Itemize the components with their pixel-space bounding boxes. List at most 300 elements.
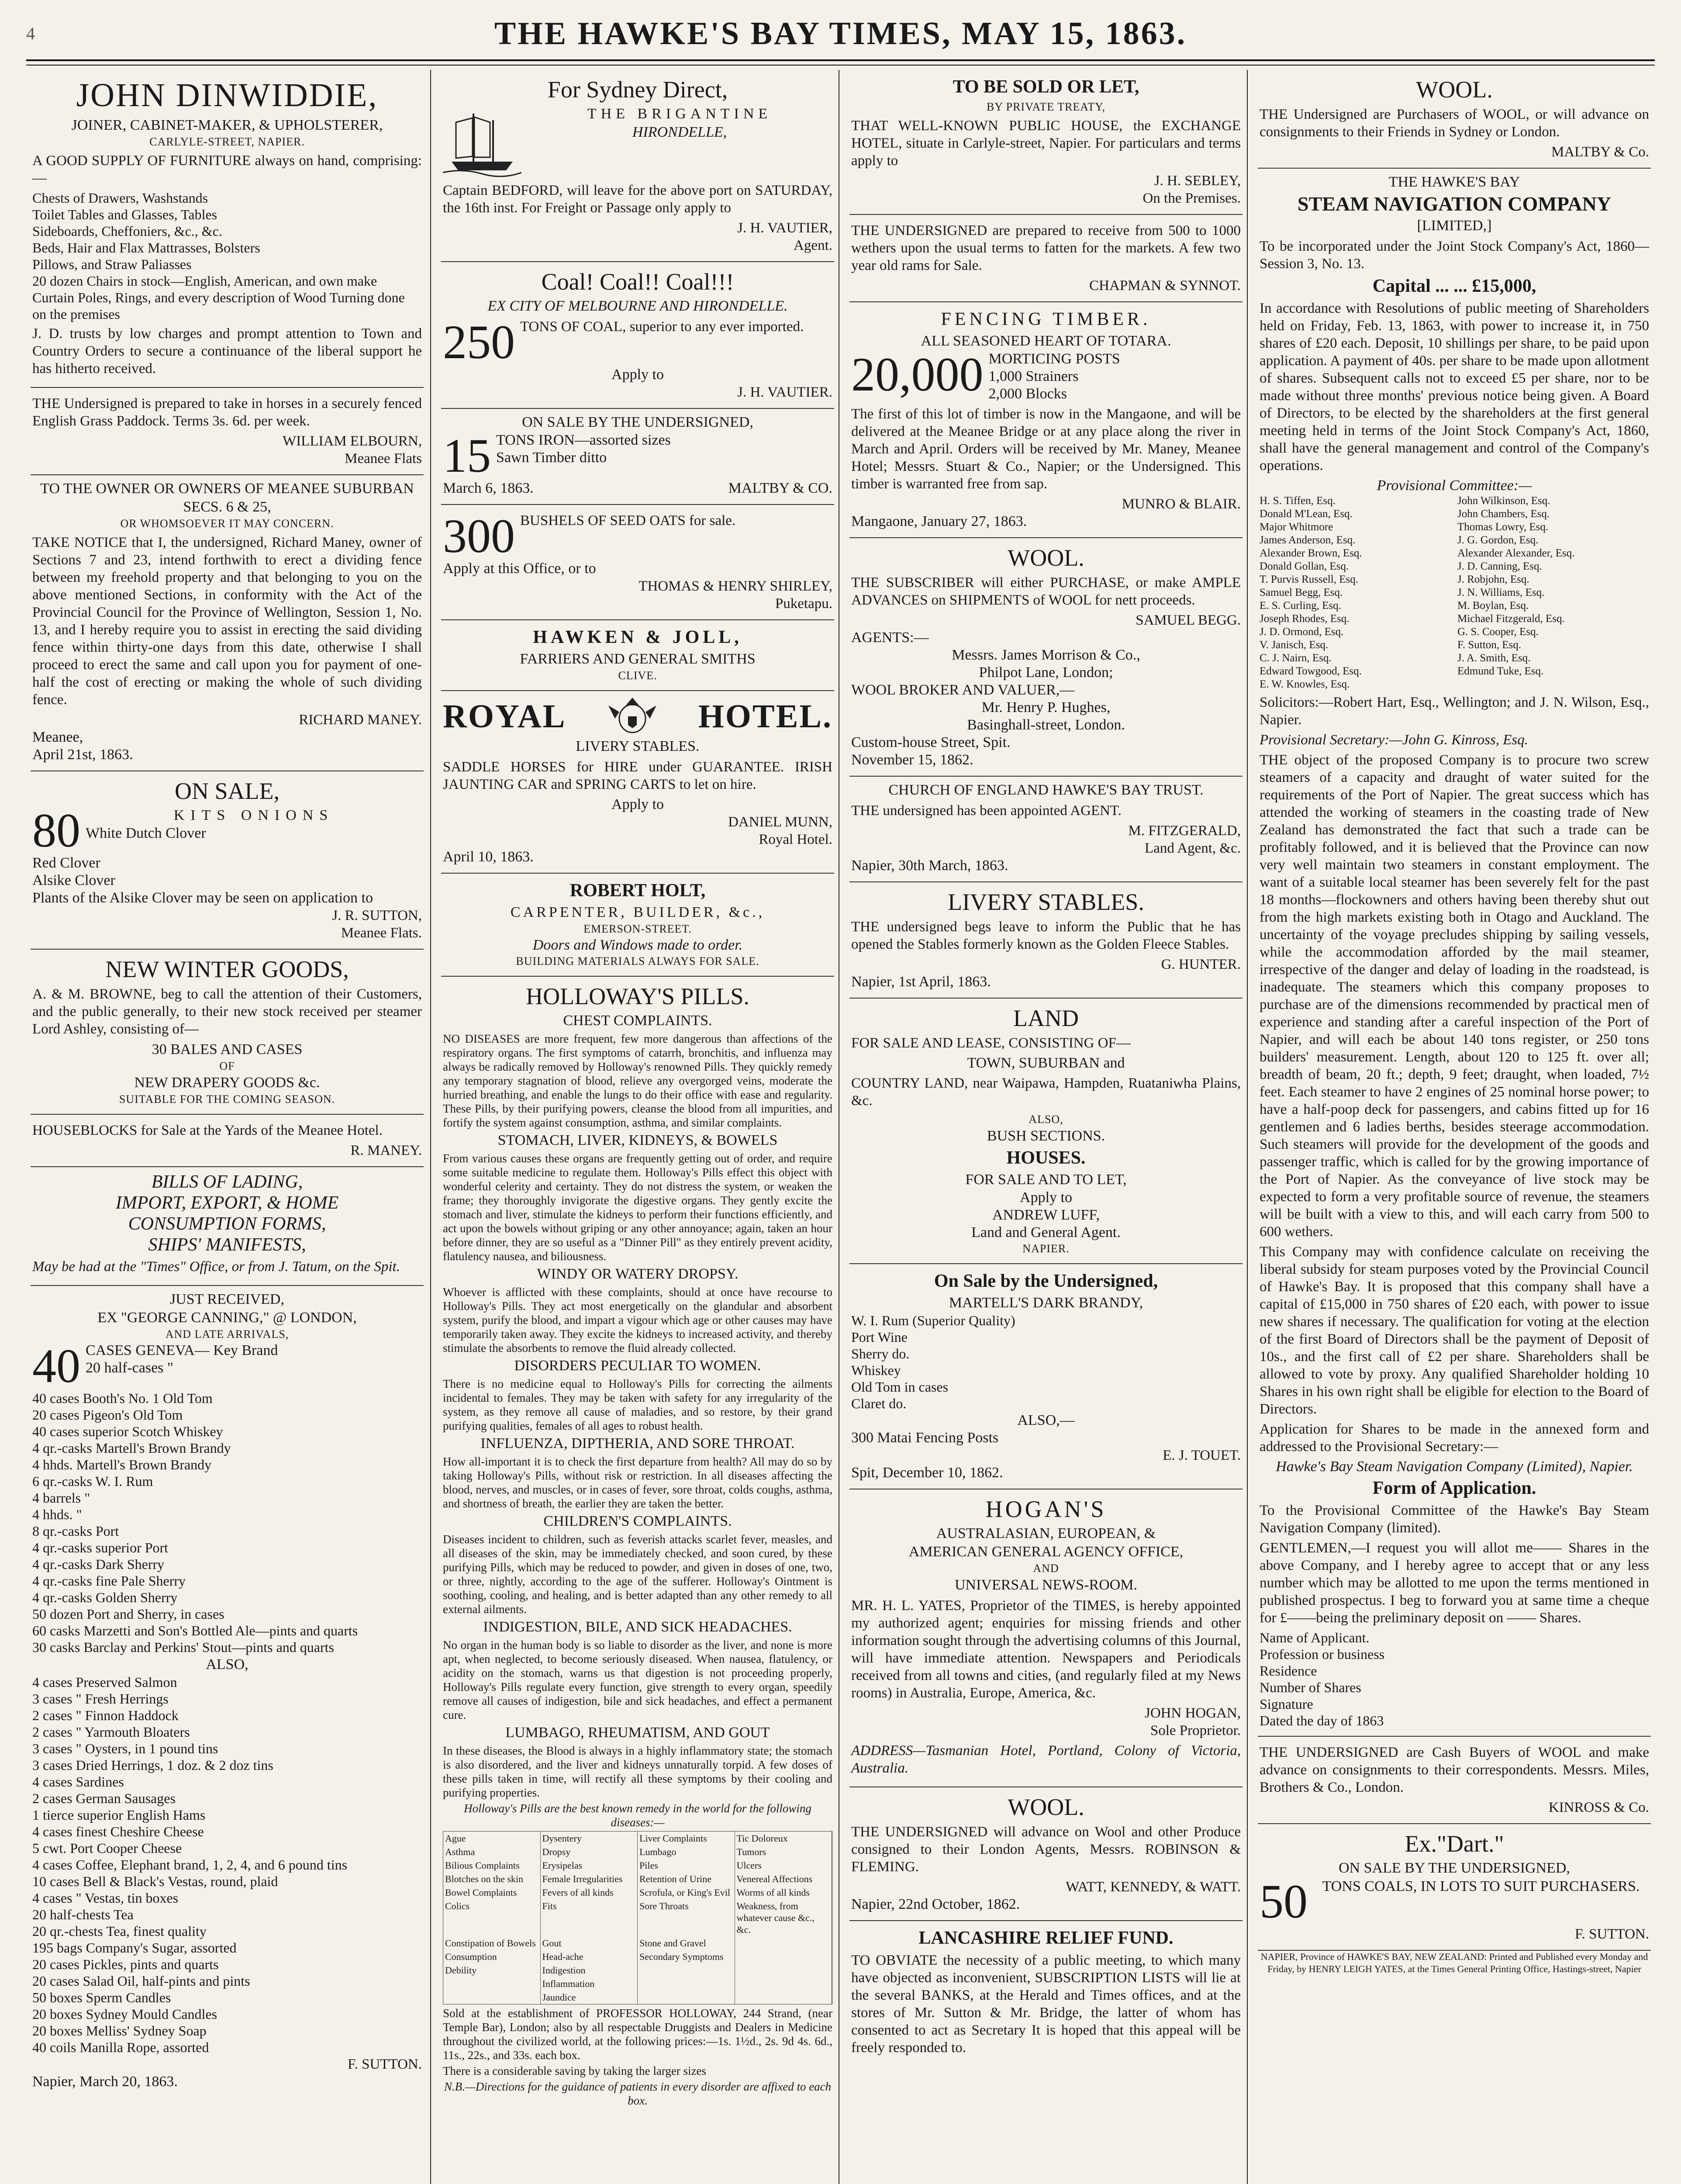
committee-member: Donald M'Lean, Esq. xyxy=(1260,508,1353,520)
committee-member: J. Robjohn, Esq. xyxy=(1457,574,1529,585)
list-item: Pillows, and Straw Paliasses xyxy=(32,256,192,272)
ad-body: FOR SALE AND LEASE, CONSISTING OF— xyxy=(851,1035,1131,1051)
committee-member: Alexander Alexander, Esq. xyxy=(1457,547,1575,559)
ad-signature: RICHARD MANEY. xyxy=(299,712,422,728)
list-item: Plants of the Alsike Clover may be seen on application to xyxy=(32,890,373,906)
ad-touet xyxy=(849,1264,1243,1489)
ad-exchange-hotel xyxy=(849,70,1243,215)
ad-body: The first of this lot of timber is now in the Mangaone, and will be delivered at the Meanee Bridge or at any place along the river in March and April. Orders will be received by Mr. Maney, Meanee Hotel; Messrs. Stuart & Co., Napier; or the Undersigned. This timber is warranted free from sap. xyxy=(851,406,1241,492)
ad-date: Napier, 30th March, 1863. xyxy=(851,857,1008,874)
ad-body: THE Undersigned are Purchasers of WOOL, or will advance on consignments to their Friends in Sydney or London. xyxy=(1260,107,1649,140)
ad-subheading: JOINER, CABINET-MAKER, & UPHOLSTERER, xyxy=(71,117,383,133)
ad-signature: JOHN HOGAN, xyxy=(1145,1705,1241,1721)
committee-member: Donald Gollan, Esq. xyxy=(1260,560,1349,572)
table-cell xyxy=(638,1963,735,1977)
ad-place: Meanee Flats xyxy=(345,451,422,467)
table-cell: Weakness, from whatever cause &c., &c. xyxy=(735,1899,832,1936)
ad-line: 2,000 Blocks xyxy=(988,386,1067,402)
table-cell: Ague xyxy=(443,1832,541,1845)
ad-body: To the Provisional Committee of the Hawke's Bay Steam Navigation Company (limited). xyxy=(1260,1503,1649,1536)
ad-apply: Apply to xyxy=(1020,1189,1072,1206)
committee-list xyxy=(1260,494,1649,691)
table-cell xyxy=(735,1977,832,1990)
ad-address: ADDRESS—Tasmanian Hotel, Portland, Colony of Victoria, Australia. xyxy=(851,1743,1241,1776)
ad-line: THE HAWKE'S BAY xyxy=(1388,174,1520,190)
list-item: 20 cases Salad Oil, half-pints and pints xyxy=(32,1973,250,1989)
ad-signature: CHAPMAN & SYNNOT. xyxy=(1089,278,1241,294)
ad-winter-goods xyxy=(31,950,424,1115)
ad-place: NAPIER. xyxy=(1022,1242,1070,1255)
table-cell: Indigestion xyxy=(541,1963,638,1977)
list-item: Whiskey xyxy=(851,1362,901,1378)
ad-line: MORTICING POSTS xyxy=(988,351,1120,367)
list-item: Old Tom in cases xyxy=(851,1379,949,1395)
ad-ex-dart xyxy=(1258,1824,1651,1951)
ad-heading: FENCING TIMBER. xyxy=(941,309,1151,329)
ad-signature: ANDREW LUFF, xyxy=(992,1207,1100,1223)
ad-body: THE object of the proposed Company is to procure two screw steamers of a capacity and draught of water suited for the requirements of the Port of Napier. The great success which has attended the working of steamers in the coasting trade of New Zealand has demonstrated the fact that such a trade can be profitably followed, and it is believed that the Province can now very well maintain two steamers in constant employment. The want of a suitable local steamer has been severely felt for the past 18 months—flockowners and others having been thereby shut out from the high markets existing both in Otago and Auckland. The uncertainty of the voyage precludes shipping by sailing vessels, while the accommodation afforded by the mail steamer, irrespective of the danger and delay of loading in the roadstead, is inadequate. The steamers which this company proposes to purchase are of the dimensions recommended by practical men of experience and standing after a careful inspection of the Port of Napier, and will each be about 140 tons register, or 250 tons builders' measurement. Length, about 120 to 125 ft. over all; breadth of beam, 20 ft.; depth, 9 feet; draught, when loaded, 7½ feet. Each steamer to have 2 engines of 25 nominal horse power; to have a half-poop deck for passengers, and cabins fitted up for 16 gentlemen and 6 ladies berths, besides steerage accommodation. Such steamers will provide for the development of the goods and passenger traffic, which is called for by the growing importance of the Port of Napier. As the conveyance of live stock may be expected to form a very profitable source of revenue, the steamers will be built with a view to this, and will each carry from 500 to 600 wethers. xyxy=(1260,752,1649,1240)
form-fields xyxy=(1260,1629,1649,1729)
ad-line: SHIPS' MANIFESTS, xyxy=(148,1235,306,1255)
ad-line: ALSO, xyxy=(1029,1113,1063,1126)
ad-heading: TO BE SOLD OR LET, xyxy=(953,77,1139,97)
ad-place: EMERSON-STREET. xyxy=(583,923,692,935)
list-item: 2 cases " Yarmouth Bloaters xyxy=(32,1724,190,1740)
table-cell xyxy=(443,1990,541,2004)
item-list xyxy=(32,1390,422,1655)
committee-member: C. J. Nairn, Esq. xyxy=(1260,652,1332,664)
ad-line: ALSO, xyxy=(206,1656,249,1673)
ad-holloways-pills xyxy=(441,977,834,2116)
list-item: 4 cases Coffee, Elephant brand, 1, 2, 4, and 6 pound tins xyxy=(32,1857,348,1873)
committee-member: Edmund Tuke, Esq. xyxy=(1457,665,1544,677)
ad-signature: MUNRO & BLAIR. xyxy=(1122,496,1241,512)
table-cell: Bilious Complaints xyxy=(443,1859,541,1872)
committee-member: J. N. Williams, Esq. xyxy=(1457,587,1545,598)
ad-line: Solicitors:—Robert Hart, Esq., Wellington; and J. N. Wilson, Esq., Napier. xyxy=(1260,695,1649,728)
ad-elbourn xyxy=(31,388,424,475)
list-item: 20 cases Pickles, pints and quarts xyxy=(32,1956,219,1972)
ad-heading: HOGAN'S xyxy=(985,1496,1107,1522)
section-body: Holloway's Pills are the best known remedy in the world for the following diseases:— xyxy=(464,1802,811,1829)
ad-line: [LIMITED,] xyxy=(1417,218,1492,234)
ad-body: This Company may with confidence calculate on receiving the liberal subsidy for steam purposes voted by the Provincial Council of Hawke's Bay. It is proposed that this company shall have a capital of £15,000 in 750 shares of £20 each, with power to issue new shares if necessary. The qualification for voting at the election of the first Board of Directors shall be the payment of Deposit of 10s., and the first call of £2 per share. Shareholders shall be allowed to vote by proxy. Any qualified Shareholder holding 10 Shares in his own right shall be eligible for election to the Board of Directors. xyxy=(1260,1244,1649,1417)
form-field: Signature xyxy=(1260,1696,1313,1712)
ad-body: TONS OF COAL, superior to any ever imported. xyxy=(520,319,804,335)
committee-member: H. S. Tiffen, Esq. xyxy=(1260,495,1336,507)
section-body: N.B.—Directions for the guidance of patients in every disorder are affixed to each box. xyxy=(444,2080,832,2107)
ad-body: HOUSEBLOCKS for Sale at the Yards of the Meanee Hotel. xyxy=(32,1123,383,1138)
ad-signature: THOMAS & HENRY SHIRLEY, xyxy=(639,578,832,594)
ad-date: Napier, 22nd October, 1862. xyxy=(851,1896,1020,1912)
ad-body: THAT WELL-KNOWN PUBLIC HOUSE, the EXCHANGE HOTEL, situate in Carlyle-street, Napier. For particulars and terms apply to xyxy=(851,118,1241,169)
table-cell: Fevers of all kinds xyxy=(541,1886,638,1899)
committee-member: Samuel Begg, Esq. xyxy=(1260,587,1343,598)
table-cell: Erysipelas xyxy=(541,1859,638,1872)
ad-fencing-timber xyxy=(849,302,1243,538)
ad-heading: STEAM NAVIGATION COMPANY xyxy=(1297,193,1612,215)
list-item: 4 hhds. " xyxy=(32,1507,82,1522)
ad-heading: WOOL. xyxy=(1008,1794,1084,1820)
ad-body: THE undersigned has been appointed AGENT. xyxy=(851,803,1122,819)
table-cell: Dysentery xyxy=(541,1832,638,1845)
ad-line: Custom-house Street, Spit. xyxy=(851,734,1011,750)
list-item: 4 cases " Vestas, tin boxes xyxy=(32,1890,179,1906)
ad-body: THE UNDERSIGNED will advance on Wool and other Produce consigned to their London Agents, Messrs. ROBINSON & FLEMING. xyxy=(851,1824,1241,1875)
ad-heading: Coal! Coal!! Coal!!! xyxy=(541,269,734,295)
ad-line: AGENTS:— xyxy=(851,629,929,646)
ad-royal-hotel xyxy=(441,691,834,874)
table-cell: Liver Complaints xyxy=(638,1832,735,1845)
section-heading: LUMBAGO, RHEUMATISM, AND GOUT xyxy=(505,1724,770,1741)
ad-iron xyxy=(441,409,834,505)
committee-heading: Provisional Committee:— xyxy=(1377,477,1532,494)
ad-heading: CHURCH OF ENGLAND HAWKE'S BAY TRUST. xyxy=(888,782,1204,798)
table-cell: Tic Doloreux xyxy=(735,1832,832,1845)
section-body: NO DISEASES are more frequent, few more dangerous than affections of the respiratory organs. The first symptoms of catarrh, bronchitis, and influenza may always be radically removed by Holloway's renowned Pills. They quickly remedy any temporary stagnation of blood, relieve any overgorged veins, moderate the hurried breathing, and enable the lungs to do their office with ease and regularity. These Pills, by their purifying powers, cleanse the blood from all impurities, and fortify the system against consumption, asthma, and similar complaints. xyxy=(443,1032,832,1129)
ad-body: Application for Shares to be made in the annexed form and addressed to the Provisional Secretary:— xyxy=(1260,1421,1649,1455)
list-item: 4 qr.-casks Martell's Brown Brandy xyxy=(32,1440,231,1456)
ad-houseblocks xyxy=(31,1115,424,1167)
ad-role: Land Agent, &c. xyxy=(1145,840,1241,856)
ad-hogans-agency xyxy=(849,1489,1243,1787)
table-cell xyxy=(735,1950,832,1963)
section-body: In these diseases, the Blood is always in a highly inflammatory state; the stomach is also disordered, and the liver and kidneys unnaturally torpid. A few doses of these pills taken in time, will rectify all these symptoms by their cooling and purifying properties. xyxy=(443,1744,832,1799)
item-list xyxy=(32,190,422,322)
list-item: Claret do. xyxy=(851,1396,907,1411)
ad-heading: LAND xyxy=(1013,1005,1079,1031)
table-cell: Secondary Symptoms xyxy=(638,1950,735,1963)
ad-subheading: ON SALE BY THE UNDERSIGNED, xyxy=(1339,1860,1570,1876)
committee-member: J. A. Smith, Esq. xyxy=(1457,652,1531,664)
ad-signature: M. FITZGERALD, xyxy=(1128,823,1241,839)
ad-sydney-direct xyxy=(441,70,834,262)
form-field: Residence xyxy=(1260,1663,1317,1679)
table-cell: Colics xyxy=(443,1899,541,1936)
ad-robert-holt xyxy=(441,874,834,977)
item-list xyxy=(32,1674,422,2056)
ad-line: BUILDING MATERIALS ALWAYS FOR SALE. xyxy=(516,955,759,968)
list-item: Beds, Hair and Flax Mattrasses, Bolsters xyxy=(32,240,260,256)
ad-subheading: BY PRIVATE TREATY, xyxy=(986,100,1106,113)
ad-address: CARLYLE-STREET, NAPIER. xyxy=(149,135,305,148)
table-cell xyxy=(443,1977,541,1990)
ad-body: To be incorporated under the Joint Stock Company's Act, 1860—Session 3, No. 13. xyxy=(1260,238,1649,272)
ad-role: Sole Proprietor. xyxy=(1150,1723,1241,1738)
section-body: Diseases incident to children, such as feverish attacks scarlet fever, measles, and all diseases of the skin, may be immediately checked, and soon cured, by these purifying Pills, which may be reduced to powder, and given in doses of one, two, or three, nightly, according to the age of the sufferer. Holloway's Ointment is soothing, cooling, and healing, and is better adapted than any other remedy to all external ailments. xyxy=(443,1533,832,1616)
ad-place: Meanee, xyxy=(32,729,83,745)
section-heading: WINDY OR WATERY DROPSY. xyxy=(537,1266,739,1282)
column-4 xyxy=(1258,70,1651,2184)
committee-member: Joseph Rhodes, Esq. xyxy=(1260,613,1350,625)
committee-member: G. S. Cooper, Esq. xyxy=(1457,626,1539,638)
ad-body: BUSHELS OF SEED OATS for sale. xyxy=(520,513,736,529)
list-item: Curtain Poles, Rings, and every description of Wood Turning done on the premises xyxy=(32,290,405,322)
form-field: Dated the day of 1863 xyxy=(1260,1713,1384,1728)
ad-line: AND LATE ARRIVALS, xyxy=(165,1328,289,1341)
ad-bills-of-lading xyxy=(31,1167,424,1286)
section-body: Sold at the establishment of PROFESSOR HOLLOWAY, 244 Strand, (near Temple Bar), London; also by all respectable Druggists and Dealers in Medicine throughout the civilized world, at the following prices:—1s. 1½d., 2s. 9d 4s. 6d., 11s., 22s., and 33s. each box. xyxy=(443,2007,832,2062)
section-body: From various causes these organs are frequently getting out of order, and require some suitable medicine to regulate them. Holloway's Pills effect this object with wonderful celerity and certainty. They do not distress the system, or weaken the frame; they thoroughly invigorate the digestive organs. They gently excite the stomach and liver, stimulate the kidneys to perform their functions efficiently, and act upon the bowels without griping or any other annoyance; again, taken an hour before dinner, they are so useful as a "Dinner Pill" as they entirely prevent acidity, flatulency nausea, and biliousness. xyxy=(443,1152,832,1263)
table-cell: Female Irregularities xyxy=(541,1872,638,1886)
ad-line: 300 Matai Fencing Posts xyxy=(851,1430,999,1446)
list-item: Toilet Tables and Glasses, Tables xyxy=(32,207,217,222)
list-item: 20 dozen Chairs in stock—English, American, and own make xyxy=(32,273,377,289)
ad-body: THE UNDERSIGNED are prepared to receive from 500 to 1000 wethers upon the usual terms to fatten for the markets. A few two year old rams for Sale. xyxy=(851,223,1241,273)
list-item: 4 barrels " xyxy=(32,1490,90,1506)
table-cell: Sore Throats xyxy=(638,1899,735,1936)
list-item: 60 casks Marzetti and Son's Bottled Ale—pints and quarts xyxy=(32,1623,358,1638)
ship-name: HIRONDELLE, xyxy=(632,124,727,140)
list-item: 50 boxes Sperm Candles xyxy=(32,1990,171,2005)
list-item: Sideboards, Cheffoniers, &c., &c. xyxy=(32,223,222,239)
table-cell: Head-ache xyxy=(541,1950,638,1963)
ad-signature: J. H. SEBLEY, xyxy=(1154,173,1241,189)
ad-signature: MALTBY & Co. xyxy=(1551,144,1649,160)
ad-role: Land and General Agent. xyxy=(971,1224,1121,1241)
committee-member: J. D. Canning, Esq. xyxy=(1457,560,1542,572)
ad-date: April 21st, 1863. xyxy=(32,746,133,763)
disease-table xyxy=(443,1831,832,2004)
ad-line: WOOL BROKER AND VALUER,— xyxy=(851,682,1075,698)
ad-signature: G. HUNTER. xyxy=(1161,957,1241,972)
ad-apply: Apply at this Office, or to xyxy=(443,560,596,577)
ad-line: Basinghall-street, London. xyxy=(967,717,1125,733)
table-cell: Fits xyxy=(541,1899,638,1936)
ad-seed-oats xyxy=(441,505,834,620)
ad-line: AND xyxy=(1033,1562,1059,1575)
ad-heading: HOTEL. xyxy=(698,698,832,735)
list-item: 3 cases " Fresh Herrings xyxy=(32,1691,169,1707)
ad-line: FOR SALE AND TO LET, xyxy=(965,1171,1127,1188)
list-item: Red Clover xyxy=(32,855,100,871)
ad-subheading: LIVERY STABLES. xyxy=(576,738,700,754)
list-item: 2 cases " Finnon Haddock xyxy=(32,1707,179,1723)
form-field: Name of Applicant. xyxy=(1260,1630,1370,1645)
ad-place: Meanee Flats. xyxy=(341,925,422,941)
ad-line: ALSO,— xyxy=(1017,1412,1075,1428)
table-cell: Stone and Gravel xyxy=(638,1936,735,1950)
ad-line: AUSTRALASIAN, EUROPEAN, & xyxy=(936,1525,1156,1541)
list-item: Chests of Drawers, Washstands xyxy=(32,190,208,206)
list-item: 4 qr.-casks fine Pale Sherry xyxy=(32,1573,186,1589)
list-item: 3 cases " Oysters, in 1 pound tins xyxy=(32,1741,218,1756)
ad-line: SUITABLE FOR THE COMING SEASON. xyxy=(119,1093,335,1106)
ad-date: November 15, 1862. xyxy=(851,752,973,768)
list-item: 4 qr.-casks Dark Sherry xyxy=(32,1556,165,1572)
list-item: 4 cases Sardines xyxy=(32,1774,124,1790)
big-number: 50 xyxy=(1260,1875,1308,1928)
committee-member: Michael Fitzgerald, Esq. xyxy=(1457,613,1565,625)
ad-body: J. D. trusts by low charges and prompt attention to Town and Country Orders to secure a continuance of the liberal support he has hitherto received. xyxy=(32,326,422,377)
ad-line: MARTELL'S DARK BRANDY, xyxy=(949,1295,1143,1311)
ad-heading: ROYAL xyxy=(443,698,566,735)
ad-body: In accordance with Resolutions of public meeting of Shareholders held on Friday, Feb. 13, 1863, with power to increase it, in 750 shares of £20 each. Deposit, 10 shillings per share, to be paid upon application. A payment of 40s. per share to be made upon allotment of shares. Subsequent calls not to exceed £5 per share, nor to be made without three months' previous notice being given. A Board of Directors, to be elected by the shareholders at the first general meeting held in terms of the Joint Stock Company's Act, 1860, shall have the general management and control of the Company's operations. xyxy=(1260,301,1649,473)
ad-date: March 6, 1863. xyxy=(443,480,534,496)
table-cell: Lumbago xyxy=(638,1845,735,1859)
ad-heading: On Sale by the Undersigned, xyxy=(934,1271,1158,1291)
list-item: 20 cases Pigeon's Old Tom xyxy=(32,1407,183,1423)
ad-date: Napier, March 20, 1863. xyxy=(32,2073,178,2090)
ad-date: Spit, December 10, 1862. xyxy=(851,1465,1003,1481)
list-item: 30 casks Barclay and Perkins' Stout—pints and quarts xyxy=(32,1639,334,1655)
committee-member: J. G. Gordon, Esq. xyxy=(1457,534,1539,546)
ad-onions xyxy=(31,771,424,950)
masthead-rule xyxy=(26,59,1655,66)
list-item: White Dutch Clover xyxy=(86,825,206,841)
form-field: Number of Shares xyxy=(1260,1679,1361,1695)
ad-lancashire-relief xyxy=(849,1921,1243,2066)
ad-body: TAKE NOTICE that I, the undersigned, Richard Maney, owner of Sections 7 and 23, intend forthwith to erect a dividing fence between my freehold property and that belonging to you on the above mentioned Sections, in conformity with the Act of the Provincial Council for the Province of Wellington, Session 1, No. 13, and I hereby require you to assist in erecting the said dividing fence within thirty-one days from this date, otherwise I shall proceed to erect the same and call upon you for payment of one-half the cost of erecting or making the whole of such dividing fence. xyxy=(32,535,422,708)
ad-line: CONSUMPTION FORMS, xyxy=(128,1214,326,1234)
list-item: 195 bags Company's Sugar, assorted xyxy=(32,1940,237,1956)
ad-line: NEW DRAPERY GOODS &c. xyxy=(134,1075,320,1091)
table-cell: Constipation of Bowels xyxy=(443,1936,541,1950)
ad-hawken-joll xyxy=(441,620,834,691)
committee-member: E. S. Curling, Esq. xyxy=(1260,600,1341,612)
ad-line: IMPORT, EXPORT, & HOME xyxy=(115,1193,339,1213)
ad-subheading: EX CITY OF MELBOURNE AND HIRONDELLE. xyxy=(487,298,788,314)
sailing-ship-icon xyxy=(443,105,521,179)
ad-body: TO OBVIATE the necessity of a public meeting, to which many have objected as inconvenient, SUBSCRIPTION LISTS will lie at the several BANKS, at the Herald and Times offices, and at the stores of Mr. Sutton & Mr. Bridge, the latter of whom has consented to act as Secretary It is hoped that this appeal will be freely responded to. xyxy=(851,1952,1241,2056)
table-cell: Scrofula, or King's Evil xyxy=(638,1886,735,1899)
ad-body: MR. H. L. YATES, Proprietor of the TIMES, is hereby appointed my authorized agent; enquiries for missing friends and other information sought through the advertising columns of this Journal, will have immediate attention. Newspapers and Periodicals received from all towns and cities, (and regularly filed at my News rooms) in Australia, Europe, America, &c. xyxy=(851,1598,1241,1701)
section-heading: CHEST COMPLAINTS. xyxy=(563,1013,712,1029)
ad-body: THE UNDERSIGNED are Cash Buyers of WOOL and make advance on consignments to their correspondents. Messrs. Miles, Brothers & Co., London. xyxy=(1260,1745,1649,1795)
ad-kinross xyxy=(1258,1737,1651,1824)
ad-signature: DANIEL MUNN, xyxy=(728,814,832,830)
ad-body: Captain BEDFORD, will leave for the above port on SATURDAY, the 16th inst. For Freight or Passage only apply to xyxy=(443,183,832,216)
list-item: 4 qr.-casks superior Port xyxy=(32,1540,169,1555)
ad-apply: Apply to xyxy=(611,366,664,383)
ad-livery-stables xyxy=(849,882,1243,999)
section-heading: CHILDREN'S COMPLAINTS. xyxy=(543,1513,732,1529)
ad-line: BILLS OF LADING, xyxy=(151,1172,303,1192)
ad-subheading: CARPENTER, BUILDER, &c., xyxy=(510,904,765,920)
ad-heading: ON SALE BY THE UNDERSIGNED, xyxy=(522,414,753,430)
section-body: There is no medicine equal to Holloway's Pills for correcting the ailments incidental to females. They may be taken with safety for any irregularity of the system, as they remove all cause of maladies, and so restore, by their grand purifying qualities, females of all ages to robust health. xyxy=(443,1377,832,1432)
ad-body: THE SUBSCRIBER will either PURCHASE, or make AMPLE ADVANCES on SHIPMENTS of WOOL for nett proceeds. xyxy=(851,575,1241,608)
section-heading: INFLUENZA, DIPTHERIA, AND SORE THROAT. xyxy=(480,1435,795,1451)
table-cell: Venereal Affections xyxy=(735,1872,832,1886)
capital-heading: Capital ... ... £15,000, xyxy=(1372,276,1536,296)
ad-role: Agent. xyxy=(794,238,832,253)
ad-heading: JOHN DINWIDDIE, xyxy=(76,77,378,114)
ad-heading: TO THE OWNER OR OWNERS OF MEANEE SUBURBAN SECS. 6 & 25, xyxy=(40,480,414,515)
ad-line: TONS IRON—assorted sizes xyxy=(496,432,671,448)
big-number: 250 xyxy=(443,315,515,369)
column-2 xyxy=(441,70,834,2184)
ad-heading: WOOL. xyxy=(1008,545,1084,571)
royal-crest-icon xyxy=(606,697,659,736)
ad-date: April 10, 1863. xyxy=(443,849,534,865)
ad-signature: J. H. VAUTIER. xyxy=(737,384,832,400)
ad-maney-notice xyxy=(31,475,424,771)
table-cell: Blotches on the skin xyxy=(443,1872,541,1886)
list-item: 50 dozen Port and Sherry, in cases xyxy=(32,1606,224,1622)
ad-land xyxy=(849,999,1243,1264)
section-heading: INDIGESTION, BILE, AND SICK HEADACHES. xyxy=(483,1619,792,1635)
table-cell: Worms of all kinds xyxy=(735,1886,832,1899)
column-3 xyxy=(849,70,1243,2184)
ad-date: Napier, 1st April, 1863. xyxy=(851,974,991,990)
ad-subheading: OR WHOMSOEVER IT MAY CONCERN. xyxy=(120,517,334,530)
ad-apply: Apply to xyxy=(611,796,664,812)
list-item: 4 qr.-casks Golden Sherry xyxy=(32,1590,178,1605)
list-item: 3 cases Dried Herrings, 1 doz. & 2 doz tins xyxy=(32,1757,273,1773)
list-item: 20 boxes Melliss' Sydney Soap xyxy=(32,2023,207,2039)
ad-address: Hawke's Bay Steam Navigation Company (Limited), Napier. xyxy=(1276,1458,1633,1475)
table-cell xyxy=(638,1990,735,2004)
newspaper-title: THE HAWKE'S BAY TIMES, MAY 15, 1863. xyxy=(494,16,1187,52)
committee-member: John Chambers, Esq. xyxy=(1457,508,1550,520)
ad-line: Philpot Lane, London; xyxy=(979,664,1113,681)
ad-body: SADDLE HORSES for HIRE under GUARANTEE. IRISH JAUNTING CAR and SPRING CARTS to let on hire. xyxy=(443,759,832,792)
list-item: 20 boxes Sydney Mould Candles xyxy=(32,2006,217,2022)
committee-member: M. Boylan, Esq. xyxy=(1457,600,1529,612)
ad-body: A GOOD SUPPLY OF FURNITURE always on hand, comprising:— xyxy=(32,153,422,186)
ad-signature: WILLIAM ELBOURN, xyxy=(283,433,422,449)
table-cell: Jaundice xyxy=(541,1990,638,2004)
form-heading: Form of Application. xyxy=(1372,1478,1536,1498)
table-cell: Debility xyxy=(443,1963,541,1977)
ad-line: Doors and Windows made to order. xyxy=(532,937,743,953)
ad-steam-navigation xyxy=(1258,169,1651,1737)
table-cell: Retention of Urine xyxy=(638,1872,735,1886)
list-item: 40 cases superior Scotch Whiskey xyxy=(32,1424,223,1439)
table-cell xyxy=(735,1990,832,2004)
ad-signature: F. SUTTON. xyxy=(347,2056,422,2072)
ad-line: Sawn Timber ditto xyxy=(496,449,607,466)
big-number: 300 xyxy=(443,509,515,563)
ad-just-received xyxy=(31,1286,424,2098)
section-body: Whoever is afflicted with these complaints, should at once have recourse to Holloway's Pills. They act most energetically on the glandular and absorbent system, purify the blood, and impart a vigour which age or other causes may have temporarily taken away. They excite the kidneys to increased activity, and thereby stimulate the absorbents to remove the fluid already collected. xyxy=(443,1286,832,1355)
list-item: Alsike Clover xyxy=(32,872,115,888)
ad-line: EX "GEORGE CANNING," @ LONDON, xyxy=(97,1310,357,1326)
table-cell: Dropsy xyxy=(541,1845,638,1859)
section-heading: DISORDERS PECULIAR TO WOMEN. xyxy=(514,1358,761,1374)
ad-signature: E. J. TOUET. xyxy=(1163,1448,1241,1463)
list-item: 4 cases finest Cheshire Cheese xyxy=(32,1824,204,1839)
list-item: W. I. Rum (Superior Quality) xyxy=(851,1313,1015,1328)
ad-heading: HOLLOWAY'S PILLS. xyxy=(526,983,749,1009)
table-cell xyxy=(638,1977,735,1990)
ad-wool-begg xyxy=(849,538,1243,777)
committee-member: Major Whitmore xyxy=(1260,521,1333,533)
ad-place: CLIVE. xyxy=(618,669,657,682)
committee-member: T. Purvis Russell, Esq. xyxy=(1260,574,1358,585)
ad-line: KITS ONIONS xyxy=(173,807,334,823)
ad-wool-watt xyxy=(849,1787,1243,1921)
ad-signature: F. SUTTON. xyxy=(1574,1926,1649,1942)
form-field: Profession or business xyxy=(1260,1646,1385,1662)
column-1 xyxy=(31,70,424,2184)
ad-line: COUNTRY LAND, near Waipawa, Hampden, Ruataniwha Plains, &c. xyxy=(851,1075,1241,1109)
ad-signature: KINROSS & Co. xyxy=(1548,1800,1649,1815)
list-item: 8 qr.-casks Port xyxy=(32,1523,119,1539)
list-item: 1 tierce superior English Hams xyxy=(32,1807,206,1823)
ad-signature: J. H. VAUTIER, xyxy=(737,220,832,236)
committee-member: E. W. Knowles, Esq. xyxy=(1260,678,1350,690)
table-cell xyxy=(735,1963,832,1977)
ad-place: Royal Hotel. xyxy=(759,832,832,847)
ad-coal xyxy=(441,262,834,409)
committee-member: James Anderson, Esq. xyxy=(1260,534,1356,546)
table-cell: Piles xyxy=(638,1859,735,1872)
committee-member: Alexander Brown, Esq. xyxy=(1260,547,1362,559)
column-divider xyxy=(1247,70,1248,2184)
ad-dinwiddie xyxy=(31,70,424,388)
